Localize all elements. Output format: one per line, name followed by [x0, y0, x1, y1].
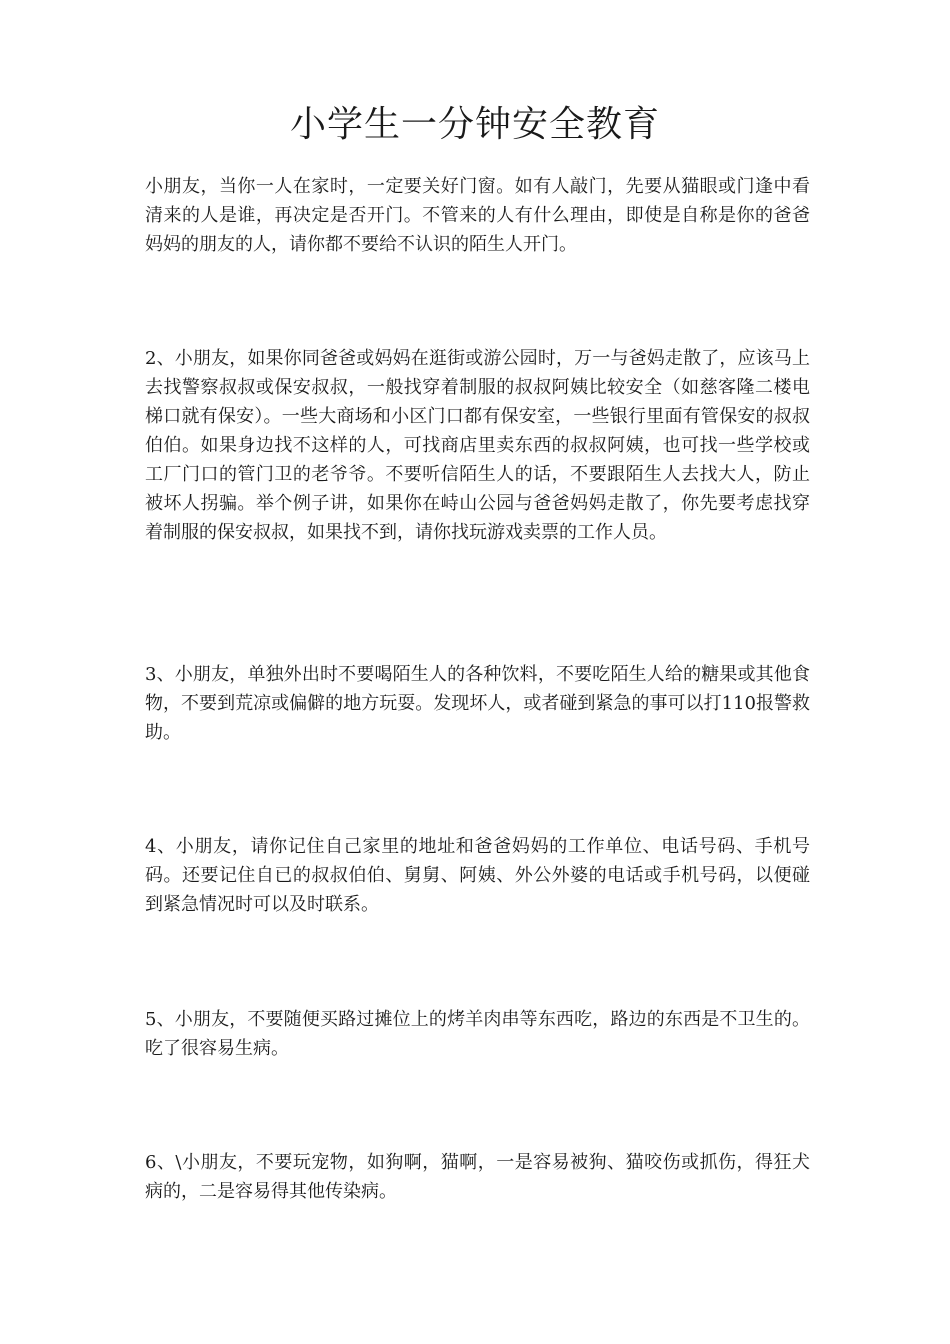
paragraph-1: 小朋友，当你一人在家时，一定要关好门窗。如有人敲门，先要从猫眼或门逢中看清来的人是谁，再决定是否开门。不管来的人有什么理由，即使是自称是你的爸爸妈妈的朋友的人，请你都不要给不认识的陌生人开门。 [145, 176, 810, 255]
paragraph-6: 6、\小朋友，不要玩宠物，如狗啊，猫啊，一是容易被狗、猫咬伤或抓伤，得狂犬病的，二是容易得其他传染病。 [145, 1152, 810, 1202]
paragraph-2: 2、小朋友，如果你同爸爸或妈妈在逛街或游公园时，万一与爸妈走散了，应该马上去找警察叔叔或保安叔叔，一般找穿着制服的叔叔阿姨比较安全（如慈客隆二楼电梯口就有保安）。一些大商场和小区门口都有保安室，一些银行里面有管保安的叔叔伯伯。如果身边找不这样的人，可找商店里卖东西的叔叔阿姨，也可找一些学校或工厂门口的管门卫的老爷爷。不要听信陌生人的话，不要跟陌生人去找大人，防止被坏人拐骗。举个例子讲，如果你在峙山公园与爸爸妈妈走散了，你先要考虑找穿着制服的保安叔叔，如果找不到，请你找玩游戏卖票的工作人员。 [145, 348, 810, 543]
page-title: 小学生一分钟安全教育 [289, 104, 660, 145]
paragraph-4: 4、小朋友，请你记住自己家里的地址和爸爸妈妈的工作单位、电话号码、手机号码。还要记住自已的叔叔伯伯、舅舅、阿姨、外公外婆的电话或手机号码，以便碰到紧急情况时可以及时联系。 [145, 836, 810, 915]
paragraph-3: 3、小朋友，单独外出时不要喝陌生人的各种饮料，不要吃陌生人给的糖果或其他食物，不要到荒凉或偏僻的地方玩耍。发现坏人，或者碰到紧急的事可以打110报警救助。 [145, 664, 810, 743]
paragraph-5: 5、小朋友，不要随便买路过摊位上的烤羊肉串等东西吃，路边的东西是不卫生的。吃了很容易生病。 [145, 1009, 810, 1059]
